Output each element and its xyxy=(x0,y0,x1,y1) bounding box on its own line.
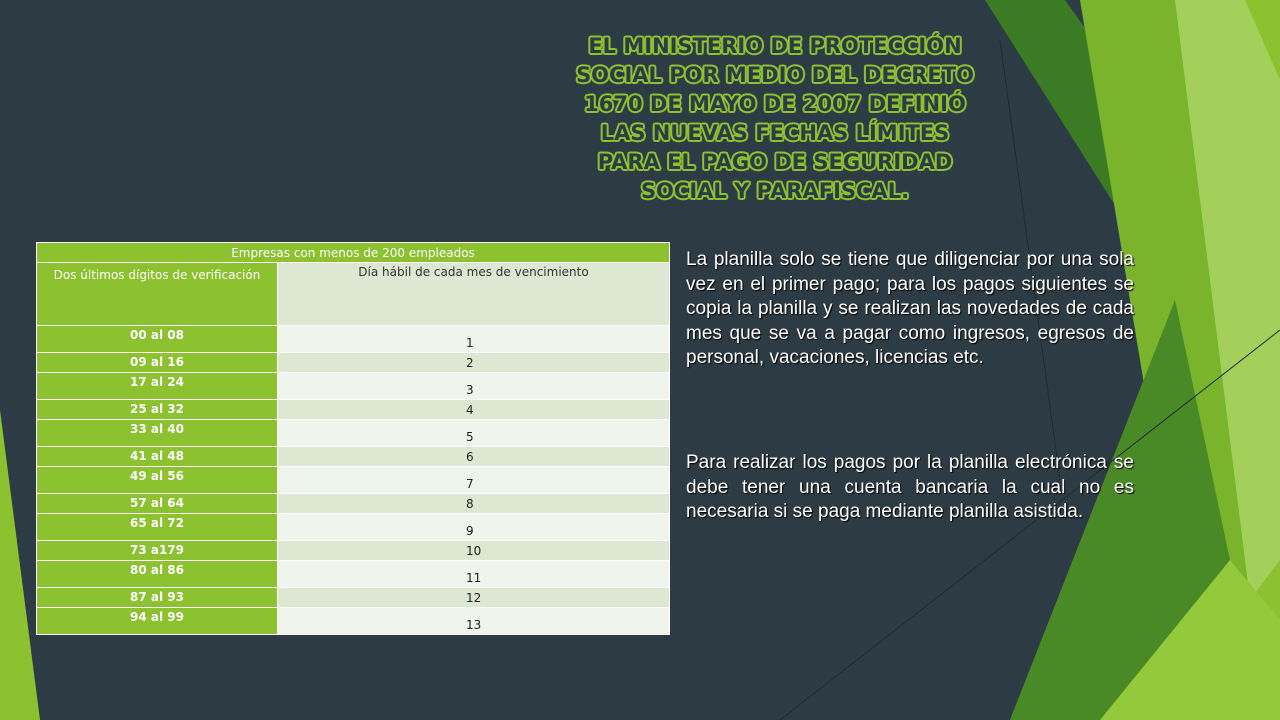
day-cell: 12 xyxy=(278,588,670,608)
digits-cell: 00 al 08 xyxy=(37,326,278,353)
table-row xyxy=(37,541,670,561)
table-row xyxy=(37,400,670,420)
title-line: PARA EL PAGO DE SEGURIDAD xyxy=(597,150,953,174)
table-row xyxy=(37,467,670,494)
day-cell: 1 xyxy=(278,326,670,353)
day-cell: 10 xyxy=(278,541,670,561)
digits-cell: 57 al 64 xyxy=(37,494,278,514)
table-row xyxy=(37,420,670,447)
table-row xyxy=(37,514,670,541)
title-line: SOCIAL POR MEDIO DEL DECRETO xyxy=(576,63,974,87)
table-caption-row xyxy=(37,243,670,263)
day-cell: 3 xyxy=(278,373,670,400)
day-cell: 2 xyxy=(278,353,670,373)
table-caption: Empresas con menos de 200 empleados xyxy=(37,243,670,263)
digits-cell: 94 al 99 xyxy=(37,608,278,635)
slide-title xyxy=(530,32,1020,206)
table-row xyxy=(37,353,670,373)
table-row xyxy=(37,561,670,588)
bank-account-paragraph: Para realizar los pagos por la planilla electrónica se debe tener una cuenta bancaria la cual no es necesaria si se paga mediante planilla asistida. xyxy=(686,452,1134,522)
digits-cell: 73 a179 xyxy=(37,541,278,561)
table-row xyxy=(37,494,670,514)
day-cell: 13 xyxy=(278,608,670,635)
day-cell: 4 xyxy=(278,400,670,420)
table-header-row xyxy=(37,263,670,326)
table-row xyxy=(37,373,670,400)
day-cell: 5 xyxy=(278,420,670,447)
day-cell: 7 xyxy=(278,467,670,494)
table-row xyxy=(37,588,670,608)
digits-cell: 33 al 40 xyxy=(37,420,278,447)
payment-schedule-table xyxy=(36,242,670,635)
day-cell: 9 xyxy=(278,514,670,541)
digits-cell: 80 al 86 xyxy=(37,561,278,588)
planilla-explanation-paragraph: La planilla solo se tiene que diligenciar por una sola vez en el primer pago; para los pagos siguientes se copia la planilla y se realizan las novedades de cada mes que se va a pagar como ingresos, egresos de personal, vacaciones, licencias etc. xyxy=(686,249,1134,368)
title-line: 1670 DE MAYO DE 2007 DEFINIÓ xyxy=(584,92,966,116)
title-line: LAS NUEVAS FECHAS LÍMITES xyxy=(600,121,950,145)
decorative-left-green-sliver xyxy=(0,410,40,720)
day-cell: 8 xyxy=(278,494,670,514)
table-row xyxy=(37,447,670,467)
table-row xyxy=(37,608,670,635)
title-line: SOCIAL Y PARAFISCAL. xyxy=(640,179,910,203)
title-line: EL MINISTERIO DE PROTECCIÓN xyxy=(588,34,962,58)
digits-cell: 41 al 48 xyxy=(37,447,278,467)
digits-cell: 65 al 72 xyxy=(37,514,278,541)
column-header-digits: Dos últimos dígitos de verificación xyxy=(37,263,278,326)
day-cell: 6 xyxy=(278,447,670,467)
digits-cell: 25 al 32 xyxy=(37,400,278,420)
digits-cell: 17 al 24 xyxy=(37,373,278,400)
digits-cell: 87 al 93 xyxy=(37,588,278,608)
day-cell: 11 xyxy=(278,561,670,588)
digits-cell: 49 al 56 xyxy=(37,467,278,494)
digits-cell: 09 al 16 xyxy=(37,353,278,373)
table-row xyxy=(37,326,670,353)
column-header-day: Día hábil de cada mes de vencimiento xyxy=(278,263,670,326)
